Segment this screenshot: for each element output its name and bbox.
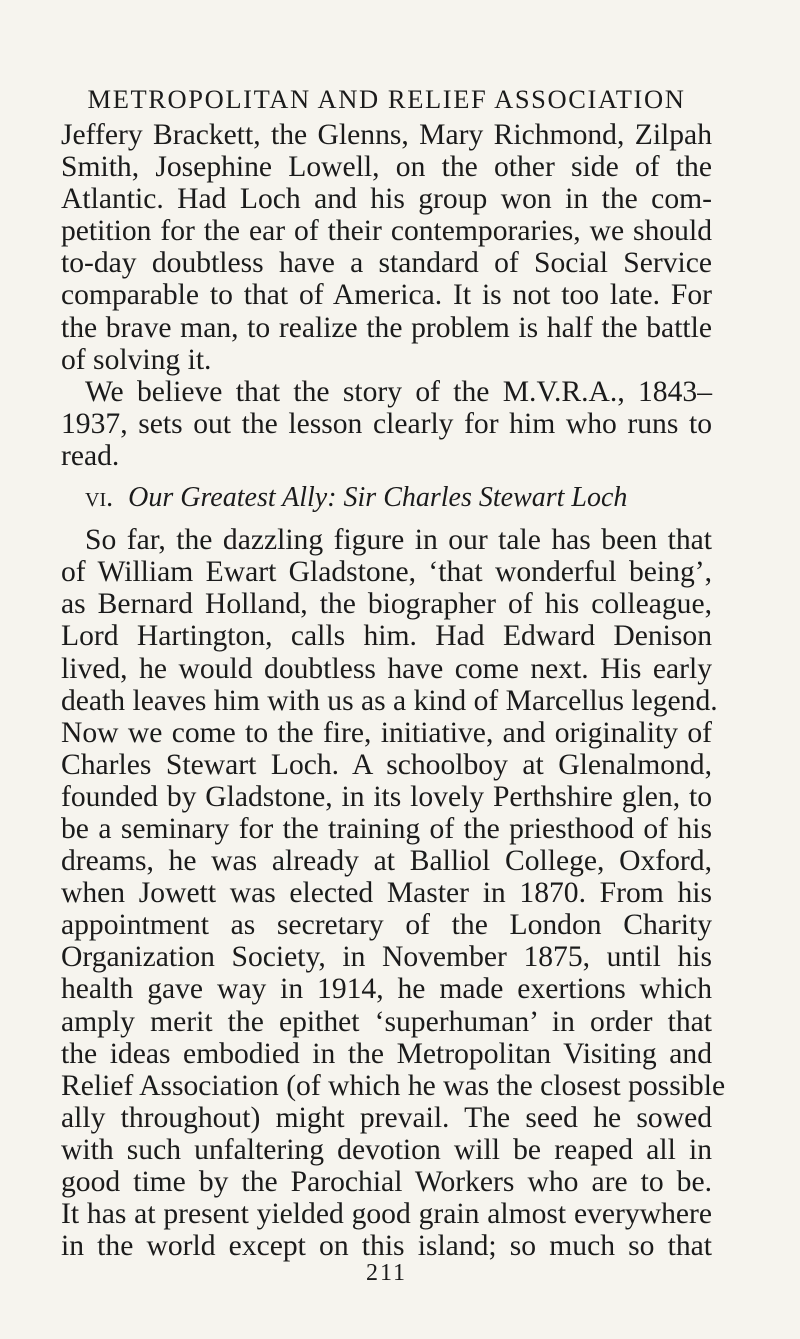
text-line: lived, he would doubtless have come next. His early: [61, 652, 712, 685]
text-line: petition for the ear of their contemporaries, we should: [61, 215, 712, 248]
text-line: with such unfaltering devotion will be reaped all in: [61, 1133, 712, 1166]
text-line: Relief Association (of which he was the closest possible: [61, 1069, 726, 1102]
text-line: appointment as secretary of the London Charity: [61, 909, 712, 942]
text-line: Charles Stewart Loch. A schoolboy at Glenalmond,: [61, 748, 712, 781]
text-line: as Bernard Holland, the biographer of his colleague,: [61, 588, 712, 621]
text-line: death leaves him with us as a kind of Marcellus legend.: [61, 684, 718, 717]
text-line: when Jowett was elected Master in 1870. From his: [61, 877, 712, 910]
text-line: We believe that the story of the M.V.R.A., 1843–: [85, 375, 712, 408]
text-line: the ideas embodied in the Metropolitan Visiting and: [61, 1037, 712, 1070]
section-heading: [61, 482, 712, 514]
text-line: ally throughout) might prevail. The seed he sowed: [61, 1101, 712, 1134]
text-line: Smith, Josephine Lowell, on the other side of the: [61, 151, 712, 184]
section-number: vi.: [85, 482, 114, 514]
text-line: good time by the Parochial Workers who are to be.: [61, 1166, 712, 1198]
text-line: Lord Hartington, calls him. Had Edward Denison: [61, 620, 712, 653]
section-title: Our Greatest Ally: Sir Charles Stewart Loch: [128, 482, 628, 514]
page-number: 211: [365, 1260, 408, 1286]
text-line: Jeffery Brackett, the Glenns, Mary Richmond, Zilpah: [61, 119, 712, 151]
text-line: in the world except on this island; so much so that: [61, 1230, 712, 1263]
text-line: of William Ewart Gladstone, ‘that wonderful being’,: [61, 556, 712, 589]
text-line: amply merit the epithet ‘superhuman’ in order that: [61, 1005, 712, 1038]
text-line: dreams, he was already at Balliol College, Oxford,: [61, 845, 712, 878]
text-line: read.: [61, 439, 120, 472]
text-line: health gave way in 1914, he made exertions which: [61, 973, 712, 1006]
text-line: of solving it.: [61, 343, 212, 376]
text-line: the brave man, to realize the problem is half the battle: [61, 311, 712, 344]
text-line: be a seminary for the training of the priesthood of his: [61, 812, 712, 845]
text-line: to-day doubtless have a standard of Social Service: [61, 247, 712, 280]
text-line: founded by Gladstone, in its lovely Perthshire glen, to: [61, 780, 712, 813]
text-line: Atlantic. Had Loch and his group won in the com-: [61, 183, 712, 216]
paragraph: [61, 524, 726, 1263]
text-line: Now we come to the fire, initiative, and originality of: [61, 716, 712, 749]
paragraph: [61, 119, 712, 376]
text-line: comparable to that of America. It is not too late. For: [61, 279, 712, 312]
running-head: METROPOLITAN AND RELIEF ASSOCIATION: [87, 84, 686, 114]
text-line: Organization Society, in November 1875, until his: [61, 941, 712, 974]
text-line: So far, the dazzling figure in our tale has been that: [85, 524, 712, 557]
paragraph: [61, 376, 712, 472]
body-text: [61, 119, 726, 1263]
book-page: [61, 0, 726, 1339]
text-line: 1937, sets out the lesson clearly for him who runs to: [61, 407, 712, 440]
text-line: It has at present yielded good grain almost everywhere: [61, 1198, 712, 1231]
